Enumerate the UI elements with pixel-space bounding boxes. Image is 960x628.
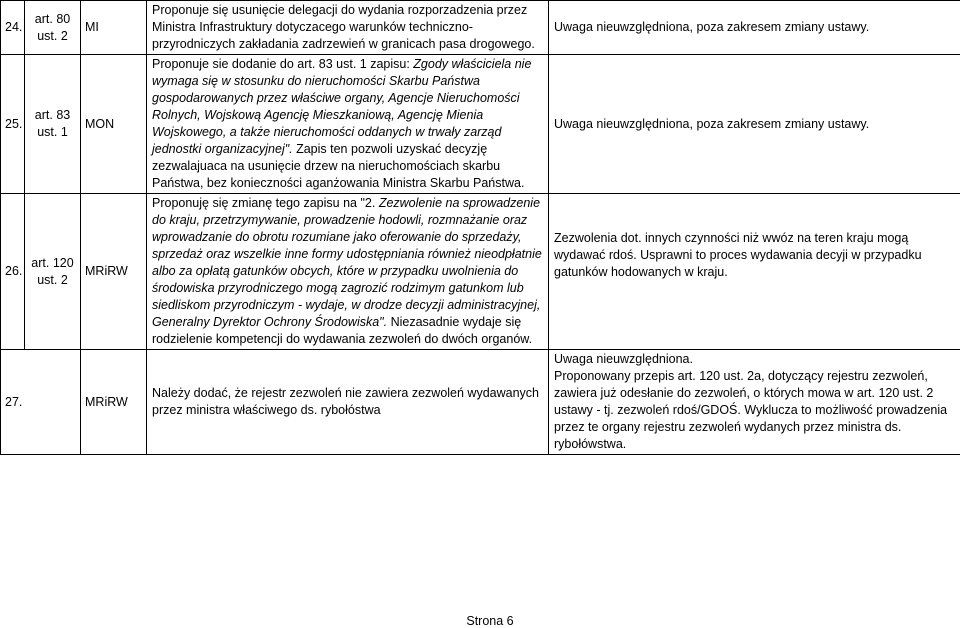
article-line: art. 80 <box>35 12 70 26</box>
response-text: Zezwolenia dot. innych czynności niż wwóz na teren kraju mogą wydawać rdoś. Usprawni to proces wydawania decyji w przypadku gatunków hodowanych w kraju. <box>549 194 960 350</box>
response-explanation: Proponowany przepis art. 120 ust. 2a, dotyczący rejestru zezwoleń, zawiera już odesłanie do zezwoleń, o których mowa w art. 120 ust. 2 ustawy - tj. zezwoleń rdoś/GDOŚ. Wyklucza to możliwość prowadzenia przez te organy rejestru zezwoleń wydanych przez ministra ds. rybołówstwa. <box>554 368 955 453</box>
comment-text <box>147 350 549 455</box>
article-ref <box>25 194 81 350</box>
response-text: Uwaga nieuwzględniona, poza zakresem zmiany ustawy. <box>549 1 960 55</box>
row-number: 27. <box>1 350 81 455</box>
table-row <box>1 55 960 194</box>
row-number: 26. <box>1 194 25 350</box>
comment-plain-2: Niezasadnie wydaje się rodzielenie kompetencji do wydawania zezwoleń do dwóch organów. <box>152 315 532 346</box>
comment-plain: Proponuje sie dodanie do art. 83 ust. 1 zapisu: <box>152 57 413 71</box>
table-row <box>1 194 960 350</box>
row-number: 24. <box>1 1 25 55</box>
comment-text <box>147 194 549 350</box>
paragraph-line: ust. 2 <box>37 29 68 43</box>
page-number: Strona 6 <box>0 614 960 628</box>
comment-plain: Proponuje się usunięcie delegacji do wydania rozporzadzenia przez Ministra Infrastruktury dotyczacego warunków techniczno-przyrodniczych zakładania zadrzewień w granicach pasa drogowego. <box>152 3 535 51</box>
comment-plain: Proponuję się zmianę tego zapisu na "2. <box>152 196 379 210</box>
comment-quoted: Zgody właściciela nie wymaga się w stosunku do nieruchomości Skarbu Państwa gospodarowanych przez właściwe organy, Agencje Nieruchomości Rolnych, Wojskową Agencję Mieszkaniową, Agencję Mienia Wojskowego, a także nieruchomości oddanych w trwały zarząd jednostki organizacyjnej". <box>152 57 531 156</box>
table-row <box>1 1 960 55</box>
response-text <box>549 350 960 455</box>
comment-plain: Należy dodać, że rejestr zezwoleń nie zawiera zezwoleń wydawanych przez ministra właściwego ds. rybołóstwa <box>152 386 539 417</box>
paragraph-line: ust. 1 <box>37 125 68 139</box>
submitting-body: MON <box>81 55 147 194</box>
submitting-body: MRiRW <box>81 194 147 350</box>
response-verdict: Uwaga nieuwzględniona. <box>554 351 955 368</box>
comment-quoted: Zezwolenie na sprowadzenie do kraju, przetrzymywanie, prowadzenie hodowli, rozmnażanie oraz wprowadzanie do obrotu rozumiane jako oferowanie do sprzedaży, sprzedaż oraz wszelkie inne formy udostępniania również nieodpłatnie albo za opłatą gatunków obcych, które w przypadku uwolnienia do środowiska przyrodniczego mogą zagrozić rodzimym gatunkom lub siedliskom przyrodniczym - wydaje, w drodze decyzji administracyjnej, Generalny Dyrektor Ochrony Środowiska". <box>152 196 542 329</box>
submitting-body: MI <box>81 1 147 55</box>
comment-text <box>147 55 549 194</box>
row-number: 25. <box>1 55 25 194</box>
comment-text <box>147 1 549 55</box>
table-row <box>1 350 960 455</box>
article-line: art. 120 <box>31 256 73 270</box>
response-text: Uwaga nieuwzględniona, poza zakresem zmiany ustawy. <box>549 55 960 194</box>
article-ref <box>25 1 81 55</box>
submitting-body: MRiRW <box>81 350 147 455</box>
article-line: art. 83 <box>35 108 70 122</box>
article-ref <box>25 55 81 194</box>
comment-plain-2: Zapis ten pozwoli uzyskać decyzję zezwalajuaca na usunięcie drzew na nieruchomościach skarbu Państwa, bez konieczności aganżowania Ministra Skarbu Państwa. <box>152 142 524 190</box>
paragraph-line: ust. 2 <box>37 273 68 287</box>
